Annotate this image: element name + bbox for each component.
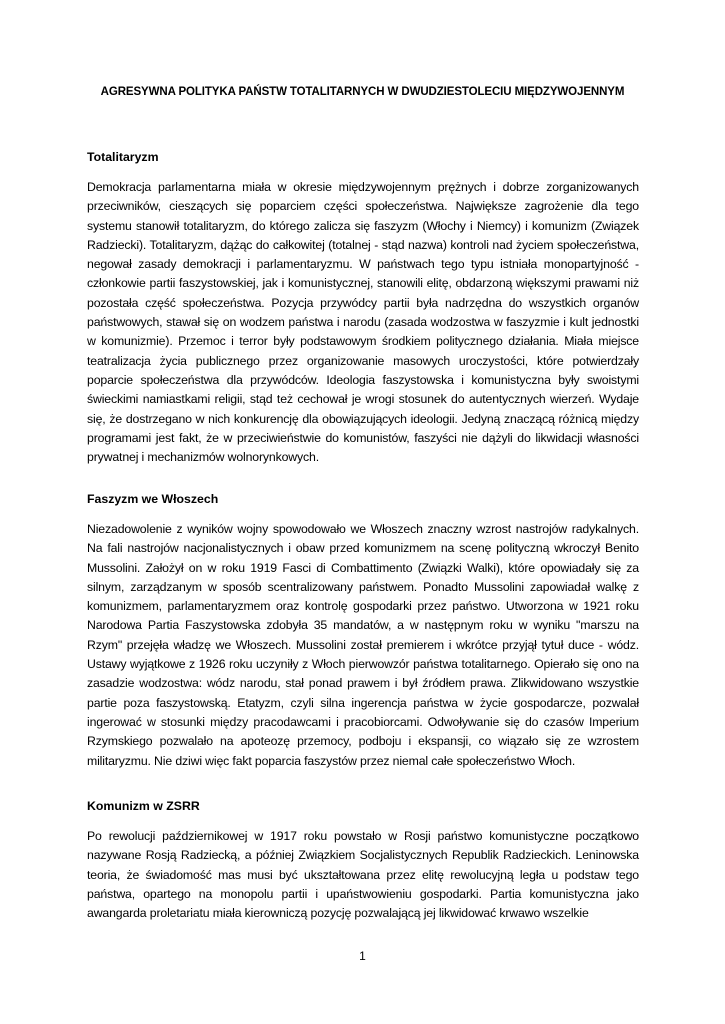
section-paragraph-totalitaryzm [87,178,639,467]
paragraph-text: Po rewolucji październikowej w 1917 roku powstało w Rosji państwo komunistyczne początkowo nazywane Rosją Radziecką, a później Związkiem Socjalistycznych Republik Radzieckich. Leninowska teoria, że świadomość mas musi być ukształtowana przez elitę rewolucyjną legła u podstaw tego państwa, opartego na monopolu partii i upaństwowieniu gospodarki. Partia komunistyczna jako awangarda proletariatu miała kierowniczą pozycję pozwalającą jej likwidować krwawo wszelkie [87,829,639,921]
page-number: 1 [359,949,366,963]
section-heading-komunizm: Komunizm w ZSRR [87,799,200,813]
section-heading-totalitaryzm: Totalitaryzm [87,150,159,164]
section-paragraph-faszyzm [87,520,639,771]
document-title: AGRESYWNA POLITYKA PAŃSTW TOTALITARNYCH W DWUDZIESTOLECIU MIĘDZYWOJENNYM [100,86,625,98]
paragraph-text: Demokracja parlamentarna miała w okresie międzywojennym prężnych i dobrze zorganizowanych przeciwników, cieszących się poparciem części społeczeństwa. Największe zagrożenie dla tego systemu stanowił totalitaryzm, do którego zalicza się faszyzm (Włochy i Niemcy) i komunizm (Związek Radziecki). Totalitaryzm, dążąc do całkowitej (totalnej - stąd nazwa) kontroli nad życiem społeczeństwa, negował zasady demokracji i parlamentaryzmu. W państwach tego typu istniała monopartyjność - członkowie partii faszystowskiej, jak i komunistycznej, stanowili elitę, obdarzoną większymi prawami niż pozostała część społeczeństwa. Pozycja przywódcy partii była nadrzędna do wszystkich organów państwowych, stawał się on wodzem państwa i narodu (zasada wodzostwa w faszyzmie i kult jednostki w komunizmie). Przemoc i terror były podstawowym środkiem politycznego działania. Miała miejsce teatralizacja życia publicznego przez organizowanie masowych uroczystości, które potwierdzały poparcie społeczeństwa dla przywódców. Ideologia faszystowska i komunistyczna były swoistymi świeckimi namiastkami religii, stąd też cechował je wrogi stosunek do autentycznych wierzeń. Wydaje się, że dostrzegano w nich konkurencję dla obowiązujących ideologii. Jedyną znaczącą różnicą między programami jest fakt, że w przeciwieństwie do komunistów, faszyści nie dążyli do likwidacji własności prywatnej i mechanizmów wolnorynkowych. [87,180,639,465]
section-paragraph-komunizm [87,827,639,923]
section-heading-faszyzm: Faszyzm we Włoszech [87,492,219,506]
paragraph-text: Niezadowolenie z wyników wojny spowodowało we Włoszech znaczny wzrost nastrojów radykalnych. Na fali nastrojów nacjonalistycznych i obaw przed komunizmem na scenę polityczną wkroczył Benito Mussolini. Założył on w roku 1919 Fasci di Combattimento (Związki Walki), które opowiadały się za silnym, zarządzanym w sposób scentralizowany państwem. Ponadto Mussolini zapowiadał walkę z komunizmem, parlamentaryzmem oraz kontrolę gospodarki przez państwo. Utworzona w 1921 roku Narodowa Partia Faszystowska zdobyła 35 mandatów, a w następnym roku w wyniku "marszu na Rzym" przejęła władzę we Włoszech. Mussolini został premierem i wkrótce przyjął tytuł duce - wódz. Ustawy wyjątkowe z 1926 roku uczyniły z Włoch pierwowzór państwa totalitarnego. Opierało się ono na zasadzie wodzostwa: wódz narodu, stał ponad prawem i był źródłem prawa. Zlikwidowano wszystkie partie poza faszystowską. Etatyzm, czyli silna ingerencja państwa w życie gospodarcze, pozwalał ingerować w stosunki między pracodawcami i pracobiorcami. Odwoływanie się do czasów Imperium Rzymskiego pozwalało na apoteozę przemocy, podboju i ekspansji, co wiązało się ze wzrostem militaryzmu. Nie dziwi więc fakt poparcia faszystów przez niemal całe społeczeństwo Włoch. [87,522,639,768]
